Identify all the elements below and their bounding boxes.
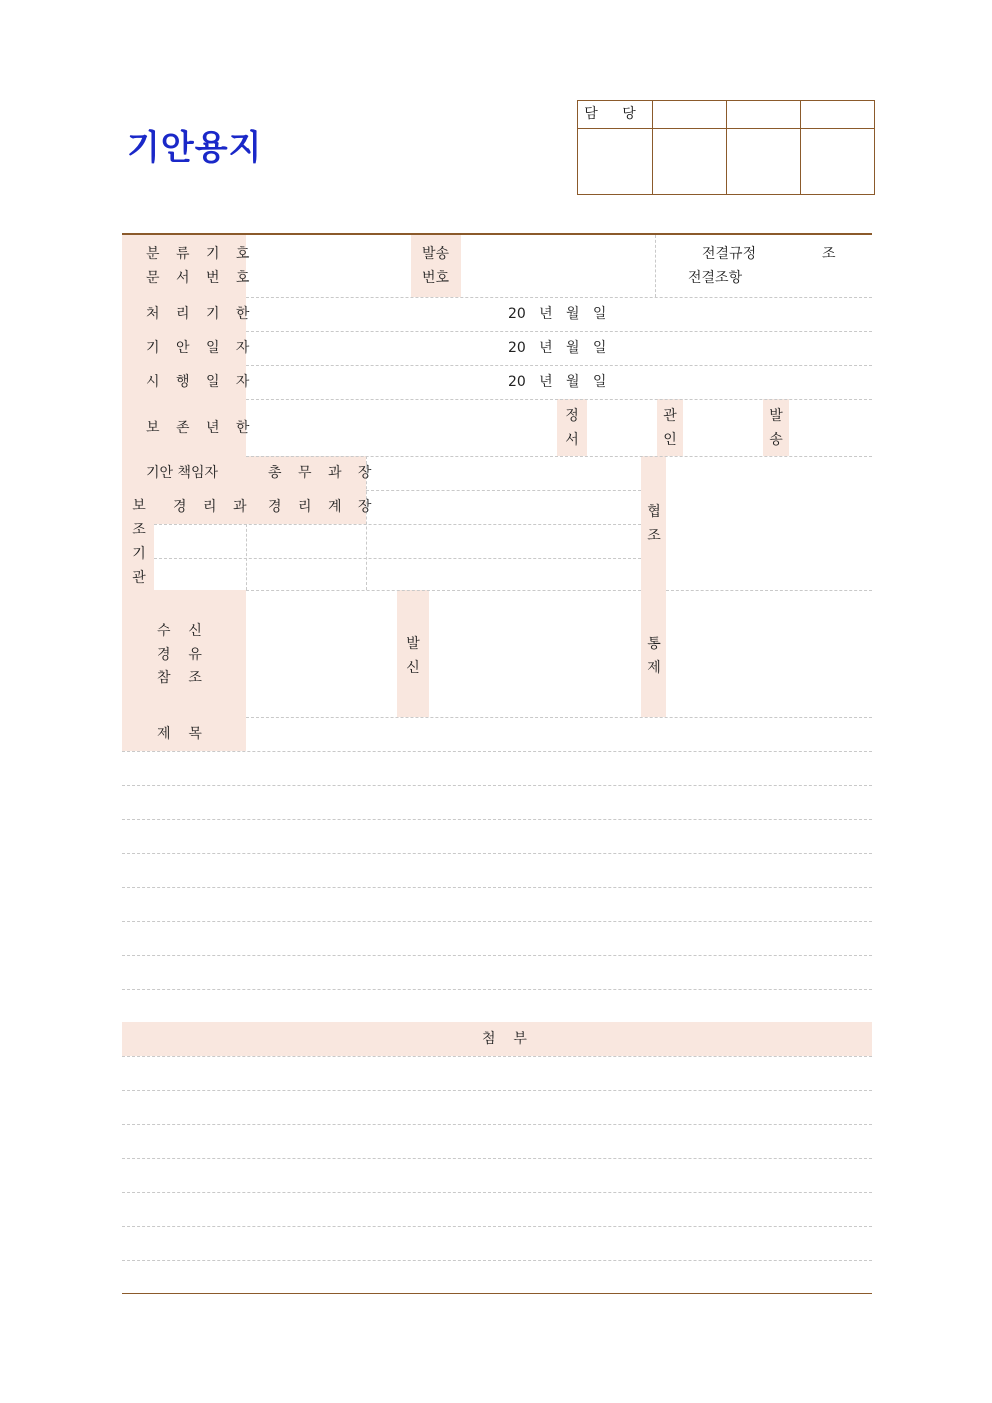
body-area[interactable] <box>122 752 872 1022</box>
clean-copy-label: 정 서 <box>565 408 579 448</box>
page-title: 기안용지 <box>127 128 263 168</box>
deadline-label: 처 리 기 한 <box>146 306 256 322</box>
deadline-field[interactable] <box>247 298 872 330</box>
send-number-field[interactable] <box>462 236 654 296</box>
approval-signature-2[interactable] <box>653 129 726 194</box>
via-label: 경 유 <box>157 647 202 663</box>
approval-signature-1[interactable] <box>578 129 652 194</box>
recipient-field[interactable] <box>247 591 396 716</box>
sender-field[interactable] <box>430 591 640 716</box>
subject-label: 제 목 <box>157 726 202 742</box>
draft-date: 20 년 월 일 <box>508 340 607 356</box>
rule-label: 전결규정 <box>702 246 757 262</box>
accounting-dept-label: 경 리 과 <box>173 499 253 515</box>
draft-manager-label: 기안 책임자 <box>146 465 219 481</box>
send-number-label-2: 번호 <box>422 270 450 286</box>
control-label: 통 제 <box>647 636 661 676</box>
retention-label: 보 존 년 한 <box>146 420 256 436</box>
approval-header-label: 담 당 <box>584 106 646 122</box>
sender-label: 발 신 <box>406 636 420 676</box>
approval-signature-4[interactable] <box>801 129 874 194</box>
ga-head-field[interactable] <box>367 457 640 489</box>
approval-box <box>577 100 875 195</box>
seal-label: 관 인 <box>663 408 677 448</box>
aux-org-label: 보 조 기 관 <box>132 498 146 586</box>
form-bottom-rule <box>122 1293 872 1294</box>
cooperation-label: 협 조 <box>647 504 661 544</box>
attachment-label: 첨 부 <box>482 1031 527 1047</box>
ga-head-label: 총 무 과 장 <box>268 465 378 481</box>
attachment-area[interactable] <box>122 1057 872 1293</box>
exec-date: 20 년 월 일 <box>508 374 607 390</box>
draft-date-label: 기 안 일 자 <box>146 340 256 356</box>
retention-field[interactable] <box>247 400 556 455</box>
deadline-date: 20 년 월 일 <box>508 306 607 322</box>
approval-header-2 <box>653 101 726 128</box>
reference-label: 참 조 <box>157 670 202 686</box>
recipient-label: 수 신 <box>157 623 202 639</box>
send-number-label-1: 발송 <box>422 246 450 262</box>
classification-code-label: 분 류 기 호 <box>146 246 256 262</box>
classification-code-field[interactable] <box>247 236 410 296</box>
approval-signature-3[interactable] <box>727 129 800 194</box>
document-number-label: 문 서 번 호 <box>146 270 256 286</box>
subject-field[interactable] <box>247 718 872 750</box>
dispatch-label: 발 송 <box>769 408 783 448</box>
accounting-head-field[interactable] <box>367 491 640 523</box>
accounting-head-label: 경 리 계 장 <box>268 499 378 515</box>
exec-date-label: 시 행 일 자 <box>146 374 256 390</box>
cooperation-field[interactable] <box>667 457 872 589</box>
exec-date-field[interactable] <box>247 366 872 398</box>
rule-suffix: 조 <box>822 246 836 262</box>
draft-date-field[interactable] <box>247 332 872 364</box>
control-field[interactable] <box>667 591 872 716</box>
rule-item-label: 전결조항 <box>688 270 743 286</box>
